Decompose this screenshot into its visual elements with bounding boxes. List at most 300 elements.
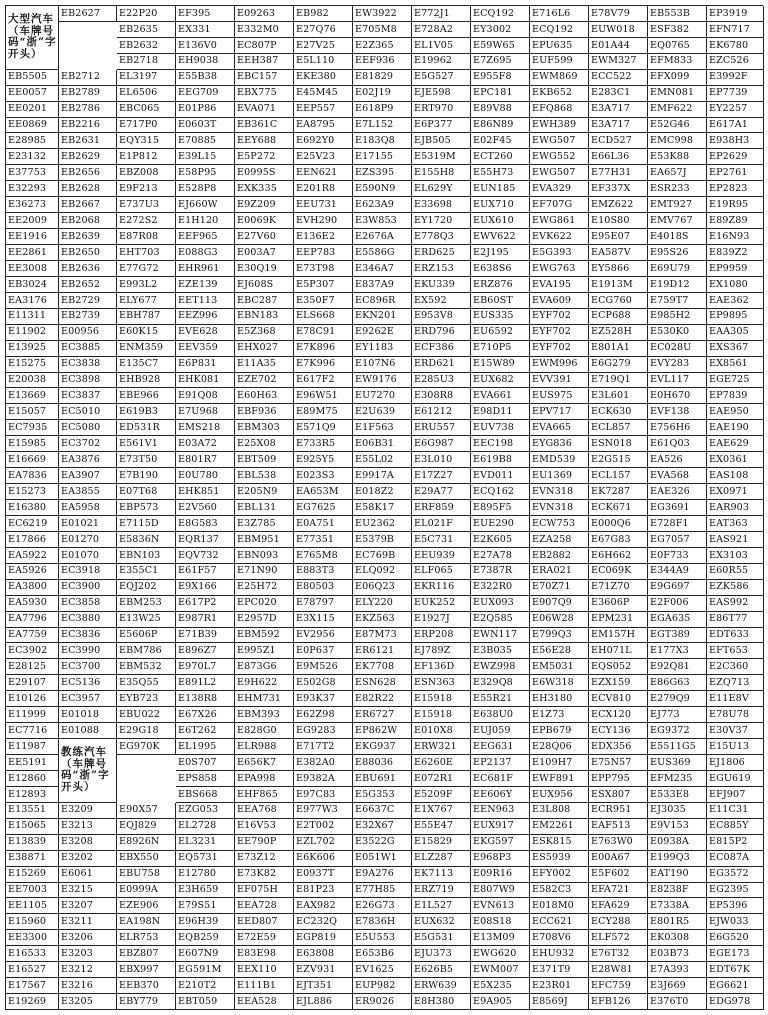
plate-cell: ERT970 (412, 102, 471, 118)
plate-cell: EB2631 (59, 133, 117, 149)
plate-cell: EB2650 (59, 245, 117, 261)
plate-cell: E4018S (648, 229, 707, 245)
plate-cell: EUX682 (471, 373, 530, 389)
plate-cell: E2C360 (707, 659, 764, 675)
plate-cell: EC3990 (59, 643, 117, 659)
plate-cell: EZS395 (353, 165, 412, 181)
plate-cell: EYF702 (530, 325, 589, 341)
plate-cell: E772J1 (412, 6, 471, 22)
plate-cell: EEP783 (294, 245, 353, 261)
plate-cell: E13839 (6, 835, 59, 851)
plate-cell: ECT260 (471, 149, 530, 165)
plate-cell: EWM327 (589, 54, 648, 70)
plate-cell: EBL131 (235, 500, 294, 516)
plate-cell: EBL538 (235, 468, 294, 484)
plate-cell: EAE190 (707, 420, 764, 436)
plate-cell: EB553B (648, 6, 707, 22)
plate-cell: E78U78 (707, 707, 764, 723)
plate-cell: EX592 (412, 293, 471, 309)
plate-cell: ECL857 (589, 420, 648, 436)
plate-cell: E00956 (59, 325, 117, 341)
plate-cell: E16V53 (235, 819, 294, 835)
plate-cell: ECR951 (589, 803, 648, 819)
plate-cell: EA3876 (59, 452, 117, 468)
plate-cell: EE2009 (6, 213, 59, 229)
plate-cell: EZK586 (707, 580, 764, 596)
plate-cell: EE7003 (6, 883, 59, 899)
plate-cell: E9382A (294, 771, 353, 787)
plate-cell: E23132 (6, 149, 59, 165)
plate-cell: EE3008 (6, 261, 59, 277)
plate-cell: EGU619 (707, 771, 764, 787)
plate-cell: EBC287 (235, 293, 294, 309)
plate-cell: EHF865 (235, 787, 294, 803)
plate-cell: EPM231 (589, 612, 648, 628)
plate-cell: E111B1 (235, 978, 294, 994)
plate-cell: E8G583 (176, 516, 235, 532)
plate-cell: EB2636 (59, 261, 117, 277)
plate-cell: E617P2 (176, 596, 235, 612)
plate-cell: EPS858 (176, 771, 235, 787)
plate-cell: ER6727 (353, 707, 412, 723)
plate-cell: E329Q8 (471, 675, 530, 691)
plate-cell: EED807 (235, 914, 294, 930)
plate-cell: E01A44 (589, 38, 648, 54)
plate-cell: EJE598 (412, 86, 471, 102)
plate-cell: E2Z365 (353, 38, 412, 54)
plate-cell: EV2956 (294, 628, 353, 644)
plate-cell: EB2789 (59, 86, 117, 102)
plate-cell: E23R01 (530, 978, 589, 994)
plate-cell: E5P272 (235, 149, 294, 165)
plate-cell: EPC020 (235, 596, 294, 612)
plate-cell: EG591M (176, 962, 235, 978)
plate-cell: E39L15 (176, 149, 235, 165)
plate-cell: E344A9 (648, 564, 707, 580)
plate-cell: EM157H (589, 628, 648, 644)
plate-cell: E86N89 (471, 118, 530, 134)
plate-cell: E77H31 (589, 165, 648, 181)
plate-cell: E3A717 (589, 102, 648, 118)
plate-cell: EC3700 (59, 659, 117, 675)
plate-cell: E3Z785 (235, 516, 294, 532)
plate-cell: E93K37 (294, 691, 353, 707)
plate-cell: E705M8 (353, 22, 412, 38)
plate-cell: E3H659 (176, 883, 235, 899)
plate-cell: EAE362 (707, 293, 764, 309)
plate-cell: E8569J (530, 994, 589, 1010)
plate-cell: E75N57 (589, 755, 648, 771)
plate-cell: E617A1 (707, 118, 764, 134)
plate-cell: EHX027 (235, 341, 294, 357)
plate-cell: E619B3 (117, 404, 176, 420)
plate-cell: EEH387 (235, 54, 294, 70)
plate-cell: E638S6 (471, 261, 530, 277)
plate-cell: E77G72 (117, 261, 176, 277)
plate-cell: ECP688 (589, 309, 648, 325)
plate-cell: E891L2 (176, 675, 235, 691)
plate-cell: EM2261 (530, 819, 589, 835)
plate-cell: EFY002 (530, 867, 589, 883)
plate-cell: EVD011 (471, 468, 530, 484)
plate-cell: E010X8 (412, 723, 471, 739)
plate-cell: EZL702 (294, 835, 353, 851)
plate-cell: E0P637 (294, 643, 353, 659)
plate-cell: E5511G5 (648, 739, 707, 755)
plate-cell: E55E47 (412, 819, 471, 835)
plate-cell: E5G393 (530, 245, 589, 261)
plate-cell: E1Z73 (530, 707, 589, 723)
plate-cell: EHM731 (235, 691, 294, 707)
plate-cell: ERF859 (412, 500, 471, 516)
plate-cell: ED531R (117, 420, 176, 436)
plate-cell: E6G279 (589, 357, 648, 373)
plate-cell: ECQ192 (471, 6, 530, 22)
plate-cell: E716L6 (530, 6, 589, 22)
plate-cell: EHU932 (530, 946, 589, 962)
plate-cell: EH071L (589, 643, 648, 659)
plate-cell: EP9895 (707, 309, 764, 325)
plate-cell: EF337X (589, 181, 648, 197)
plate-cell: E97C83 (294, 787, 353, 803)
plate-cell: E088G3 (176, 245, 235, 261)
plate-cell: E801A1 (589, 341, 648, 357)
plate-cell: EC028U (648, 341, 707, 357)
plate-cell: E53K88 (648, 149, 707, 165)
plate-cell: E78V79 (589, 6, 648, 22)
plate-cell: E11A35 (235, 357, 294, 373)
plate-cell: E607N9 (176, 946, 235, 962)
plate-cell: E763W0 (589, 835, 648, 851)
plate-cell: EC885Y (707, 819, 764, 835)
plate-cell: EPA998 (235, 771, 294, 787)
plate-cell: E2G515 (589, 452, 648, 468)
plate-cell: E32293 (6, 181, 59, 197)
plate-cell: E1X767 (412, 803, 471, 819)
plate-cell: EBH787 (117, 309, 176, 325)
plate-cell: EL2728 (176, 819, 235, 835)
plate-cell: ECY288 (589, 914, 648, 930)
plate-cell: EC5136 (59, 675, 117, 691)
plate-cell: E2T002 (294, 819, 353, 835)
plate-cell: EWM869 (530, 70, 589, 86)
plate-cell: EVA329 (530, 181, 589, 197)
plate-cell: EVN318 (530, 500, 589, 516)
plate-cell: EP2629 (707, 149, 764, 165)
plate-cell: E55B38 (176, 70, 235, 86)
plate-cell: EB2729 (59, 293, 117, 309)
plate-cell: E16380 (6, 500, 59, 516)
plate-cell: EBZ008 (117, 165, 176, 181)
plate-cell: E7B190 (117, 468, 176, 484)
plate-cell: ECV810 (589, 691, 648, 707)
plate-cell: E5379B (353, 532, 412, 548)
plate-cell: E5G527 (412, 70, 471, 86)
plate-cell: E01070 (59, 548, 117, 564)
plate-cell: EG6621 (707, 978, 764, 994)
plate-cell: ERD621 (412, 357, 471, 373)
plate-cell: EH9038 (176, 54, 235, 70)
plate-cell: E60H63 (235, 388, 294, 404)
plate-cell: E5319M (412, 149, 471, 165)
plate-cell: EBM786 (117, 643, 176, 659)
plate-cell: E62Z98 (294, 707, 353, 723)
plate-cell: EF395 (176, 6, 235, 22)
plate-cell: E00A67 (589, 851, 648, 867)
plate-cell: E7115D (117, 516, 176, 532)
plate-cell: EB2068 (59, 213, 117, 229)
plate-cell: E3206 (59, 930, 117, 946)
plate-cell: EQV732 (176, 548, 235, 564)
plate-cell: E9H622 (235, 675, 294, 691)
plate-cell: E73Z12 (235, 851, 294, 867)
plate-cell: E28W81 (589, 962, 648, 978)
plate-cell: EB2628 (59, 181, 117, 197)
plate-cell: EC5080 (59, 420, 117, 436)
plate-cell: E308R8 (412, 388, 471, 404)
plate-cell: E29A77 (412, 484, 471, 500)
plate-cell: EB2667 (59, 197, 117, 213)
plate-cell: E15918 (412, 707, 471, 723)
plate-cell: E28985 (6, 133, 59, 149)
plate-cell: E86T77 (707, 612, 764, 628)
plate-cell: E06B31 (353, 436, 412, 452)
plate-cell: EBP573 (117, 500, 176, 516)
plate-cell: E5F602 (589, 867, 648, 883)
plate-cell: E3606P (589, 596, 648, 612)
plate-cell: E5209F (412, 787, 471, 803)
plate-cell: E17Z27 (412, 468, 471, 484)
plate-cell: E051W1 (353, 851, 412, 867)
plate-cell: ELR753 (117, 930, 176, 946)
plate-cell: E9A276 (353, 867, 412, 883)
plate-cell: EUE290 (471, 516, 530, 532)
plate-cell: E1913M (589, 277, 648, 293)
plate-cell: EEU731 (294, 197, 353, 213)
plate-cell: E26G73 (353, 898, 412, 914)
plate-cell: E3208 (59, 835, 117, 851)
plate-cell: ELY677 (117, 293, 176, 309)
plate-cell: E30Q19 (235, 261, 294, 277)
plate-cell: E177X3 (648, 643, 707, 659)
plate-cell: EA3800 (6, 580, 59, 596)
plate-cell: EAF513 (589, 819, 648, 835)
plate-cell: EKG597 (471, 835, 530, 851)
plate-cell: E95E07 (589, 229, 648, 245)
plate-cell: E072R1 (412, 771, 471, 787)
plate-cell: E2676A (353, 229, 412, 245)
plate-cell: E332M0 (235, 22, 294, 38)
plate-cell: E0937T (294, 867, 353, 883)
plate-cell: E839Z2 (707, 245, 764, 261)
plate-cell: EQ5731 (176, 851, 235, 867)
plate-cell: E81829 (353, 70, 412, 86)
plate-cell: E5G353 (353, 787, 412, 803)
plate-cell: E45M45 (294, 86, 353, 102)
plate-cell: EEZ996 (176, 309, 235, 325)
plate-cell: ER9026 (353, 994, 412, 1010)
plate-cell: EP3919 (707, 6, 764, 22)
plate-cell: E59W65 (471, 38, 530, 54)
plate-cell: EAR903 (707, 500, 764, 516)
plate-cell: E107N6 (353, 357, 412, 373)
plate-cell: E801R7 (176, 452, 235, 468)
plate-cell: EFA629 (589, 898, 648, 914)
plate-cell: E018M0 (530, 898, 589, 914)
plate-cell: E638U0 (471, 707, 530, 723)
plate-cell: E25X08 (235, 436, 294, 452)
plate-cell: EVA568 (648, 468, 707, 484)
plate-cell: E759T7 (648, 293, 707, 309)
plate-cell: E968P3 (471, 851, 530, 867)
plate-cell: E15275 (6, 357, 59, 373)
plate-cell: EVA665 (530, 420, 589, 436)
plate-cell: ESR233 (648, 181, 707, 197)
plate-cell: E000Q6 (589, 516, 648, 532)
plate-cell: EBX997 (117, 962, 176, 978)
plate-cell: E17866 (6, 532, 59, 548)
plate-cell: E135C7 (117, 357, 176, 373)
plate-cell: E533E8 (648, 787, 707, 803)
plate-cell: E0603T (176, 118, 235, 134)
plate-cell: E61F57 (176, 564, 235, 580)
plate-cell: EC3858 (59, 596, 117, 612)
plate-cell: EDT67K (707, 962, 764, 978)
plate-cell: EBM253 (117, 596, 176, 612)
plate-cell: EQY315 (117, 133, 176, 149)
plate-cell: E0995S (235, 165, 294, 181)
plate-cell: ECG760 (589, 293, 648, 309)
plate-cell: EA7836 (6, 468, 59, 484)
plate-cell: E778Q3 (412, 229, 471, 245)
plate-cell: ESN628 (353, 675, 412, 691)
plate-cell: E27Q76 (294, 22, 353, 38)
plate-cell: EYG836 (530, 436, 589, 452)
plate-cell: EB2712 (59, 70, 117, 86)
plate-cell: E883T3 (294, 564, 353, 580)
plate-cell: EB2786 (59, 102, 117, 118)
plate-cell: E3X115 (294, 612, 353, 628)
plate-cell: EX3103 (707, 548, 764, 564)
plate-cell: E27V25 (294, 38, 353, 54)
plate-cell: E60K15 (117, 325, 176, 341)
plate-cell: E73T98 (294, 261, 353, 277)
plate-cell: E3205 (59, 994, 117, 1010)
plate-cell: EUX710 (471, 197, 530, 213)
plate-cell: EV1625 (353, 962, 412, 978)
plate-cell: E63808 (294, 946, 353, 962)
plate-cell: E0999A (117, 883, 176, 899)
plate-cell: E27V60 (235, 229, 294, 245)
plate-cell: EDT633 (707, 628, 764, 644)
plate-cell: E72E59 (235, 930, 294, 946)
plate-cell: E765M8 (294, 548, 353, 564)
plate-cell: EY1720 (412, 213, 471, 229)
plate-cell: E0U780 (176, 468, 235, 484)
plate-cell: EG9372 (648, 723, 707, 739)
plate-cell: ECC621 (530, 914, 589, 930)
plate-cell: E199Q3 (648, 851, 707, 867)
plate-cell: E7338A (648, 898, 707, 914)
plate-cell: EL629Y (412, 181, 471, 197)
plate-cell: EA7759 (6, 628, 59, 644)
plate-cell: E003A7 (235, 245, 294, 261)
plate-cell: EZE906 (117, 898, 176, 914)
plate-cell: E03A72 (176, 436, 235, 452)
plate-cell: E8238F (648, 883, 707, 899)
plate-cell: EBT059 (176, 994, 235, 1010)
plate-cell: E987R1 (176, 612, 235, 628)
plate-cell: E201R8 (294, 181, 353, 197)
plate-cell: EGP819 (294, 930, 353, 946)
plate-cell: E618P9 (353, 102, 412, 118)
plate-cell: EMC998 (648, 133, 707, 149)
plate-cell: E371T9 (530, 962, 589, 978)
plate-cell: EVA195 (530, 277, 589, 293)
plate-cell: EE790P (235, 835, 294, 851)
plate-cell: E96W51 (294, 388, 353, 404)
plate-cell: E925Y5 (294, 452, 353, 468)
plate-cell: E955F8 (471, 70, 530, 86)
plate-cell: E018Z2 (353, 484, 412, 500)
plate-cell: E15065 (6, 819, 59, 835)
plate-cell: EEG709 (176, 86, 235, 102)
plate-cell: E15269 (6, 867, 59, 883)
plate-cell: EWG763 (530, 261, 589, 277)
plate-cell: EUW018 (589, 22, 648, 38)
plate-cell: EB2635 (117, 22, 176, 38)
plate-cell: E183Q8 (353, 133, 412, 149)
plate-cell: ESN363 (412, 675, 471, 691)
plate-cell: E7K896 (294, 341, 353, 357)
plate-cell: EMS218 (176, 420, 235, 436)
plate-cell: E19962 (412, 54, 471, 70)
plate-cell: EC3898 (59, 373, 117, 389)
plate-cell: E1927J (412, 612, 471, 628)
plate-cell: EHK851 (176, 484, 235, 500)
plate-cell: E0938A (648, 835, 707, 851)
plate-cell: E895F5 (471, 500, 530, 516)
plate-cell: E98D11 (471, 404, 530, 420)
plate-cell: EAE629 (707, 436, 764, 452)
plate-cell: E16669 (6, 452, 59, 468)
plate-cell: E10126 (6, 691, 59, 707)
plate-cell: E7K996 (294, 357, 353, 373)
plate-cell: E7387R (471, 564, 530, 580)
plate-cell: E2J195 (471, 245, 530, 261)
plate-cell: ELF065 (412, 564, 471, 580)
plate-cell: E3J669 (648, 978, 707, 994)
plate-cell: EBX550 (117, 851, 176, 867)
plate-cell: EG7057 (648, 532, 707, 548)
plate-cell: EUJ059 (471, 723, 530, 739)
plate-cell: EAE950 (707, 404, 764, 420)
plate-cell: E67X26 (176, 707, 235, 723)
plate-cell: E7A393 (648, 962, 707, 978)
plate-cell: E89M75 (294, 404, 353, 420)
plate-cell: EC807P (235, 38, 294, 54)
plate-cell: E873G6 (235, 659, 294, 675)
plate-cell: ECL157 (589, 468, 648, 484)
plate-cell: EC087A (707, 851, 764, 867)
plate-cell: EVF138 (648, 404, 707, 420)
plate-cell: EBN093 (235, 548, 294, 564)
plate-cell: EUX610 (471, 213, 530, 229)
plate-cell: EUS369 (648, 755, 707, 771)
plate-cell: EA526 (648, 452, 707, 468)
plate-cell: EUP982 (353, 978, 412, 994)
plate-cell: EVA661 (471, 388, 530, 404)
